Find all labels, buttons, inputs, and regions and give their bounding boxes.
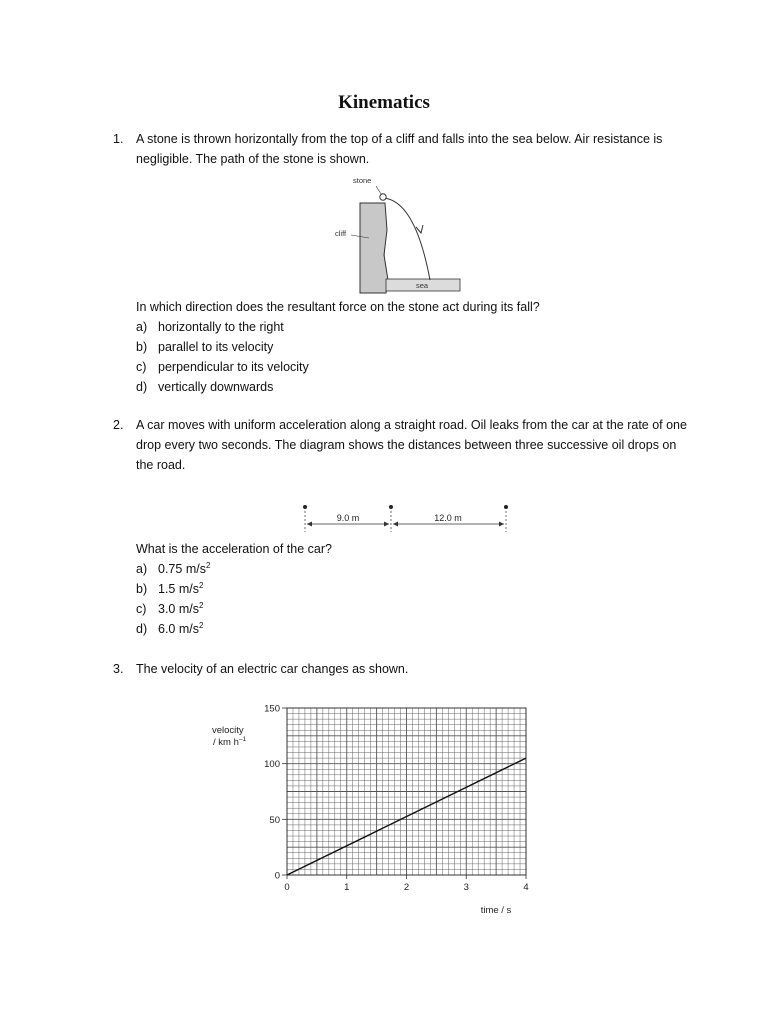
- stone-marker: [380, 194, 386, 200]
- option[interactable]: d) 6.0 $m/s^2$: [136, 620, 204, 636]
- option[interactable]: c) perpendicular to its velocity: [136, 360, 309, 374]
- y-tick-label: 150: [264, 703, 280, 715]
- page-title: Kinematics: [338, 92, 430, 113]
- y-tick-label: 50: [269, 814, 280, 826]
- x-axis-label: time / s: [480, 905, 512, 916]
- y-tick-label: 100: [264, 759, 280, 771]
- oil-drop: [504, 505, 508, 509]
- options-list: [136, 559, 210, 639]
- y-axis-unit: / km $h^{-1}$: [213, 736, 247, 748]
- stone-label: stone: [353, 176, 372, 185]
- x-tick-label: 3: [463, 882, 469, 893]
- options-list: [136, 317, 309, 397]
- option[interactable]: c) 3.0 $m/s^2$: [136, 600, 204, 616]
- sea-label: sea: [416, 281, 429, 290]
- option[interactable]: b) parallel to its velocity: [136, 340, 274, 354]
- y-tick-label: 0: [274, 870, 280, 882]
- x-tick-label: 0: [284, 882, 290, 893]
- question-prompt: What is the acceleration of the car?: [136, 542, 332, 556]
- question-prompt: In which direction does the resultant force on the stone act during its fall?: [136, 300, 540, 314]
- question-text: A stone is thrown horizontally from the top of a cliff and falls into the sea below. Air resistance is negligible. The path of the stone is shown.: [136, 132, 663, 166]
- x-tick-label: 1: [344, 882, 350, 893]
- distance-label-2: 12.0 m: [434, 513, 462, 523]
- oil-drops-diagram: [300, 500, 515, 536]
- question-3: [113, 659, 693, 679]
- oil-drop: [389, 505, 393, 509]
- question-2: [113, 415, 693, 475]
- question-number: 1.: [113, 132, 124, 146]
- distance-label-1: 9.0 m: [336, 513, 360, 523]
- option[interactable]: d) vertically downwards: [136, 380, 274, 394]
- cliff-diagram: [330, 170, 470, 295]
- oil-drop: [303, 505, 307, 509]
- option[interactable]: a) horizontally to the right: [136, 320, 284, 334]
- question-text: The velocity of an electric car changes as shown.: [136, 662, 409, 676]
- x-tick-label: 4: [523, 882, 529, 893]
- velocity-time-chart: [200, 695, 540, 925]
- question-number: 2.: [113, 418, 124, 432]
- option[interactable]: b) 1.5 $m/s^2$: [136, 580, 204, 596]
- question-number: 3.: [113, 662, 124, 676]
- option[interactable]: a) 0.75 $m/s^2$: [136, 560, 211, 576]
- question-text: A car moves with uniform acceleration along a straight road. Oil leaks from the car at the rate of one drop every two seconds. The diagram shows the distances between three successive oil drops on the road.: [136, 418, 687, 472]
- question-1: [113, 129, 693, 169]
- stone-path: [383, 198, 430, 280]
- cliff-label: cliff: [335, 229, 347, 238]
- y-axis-label: velocity: [212, 725, 244, 736]
- x-tick-label: 2: [403, 882, 410, 893]
